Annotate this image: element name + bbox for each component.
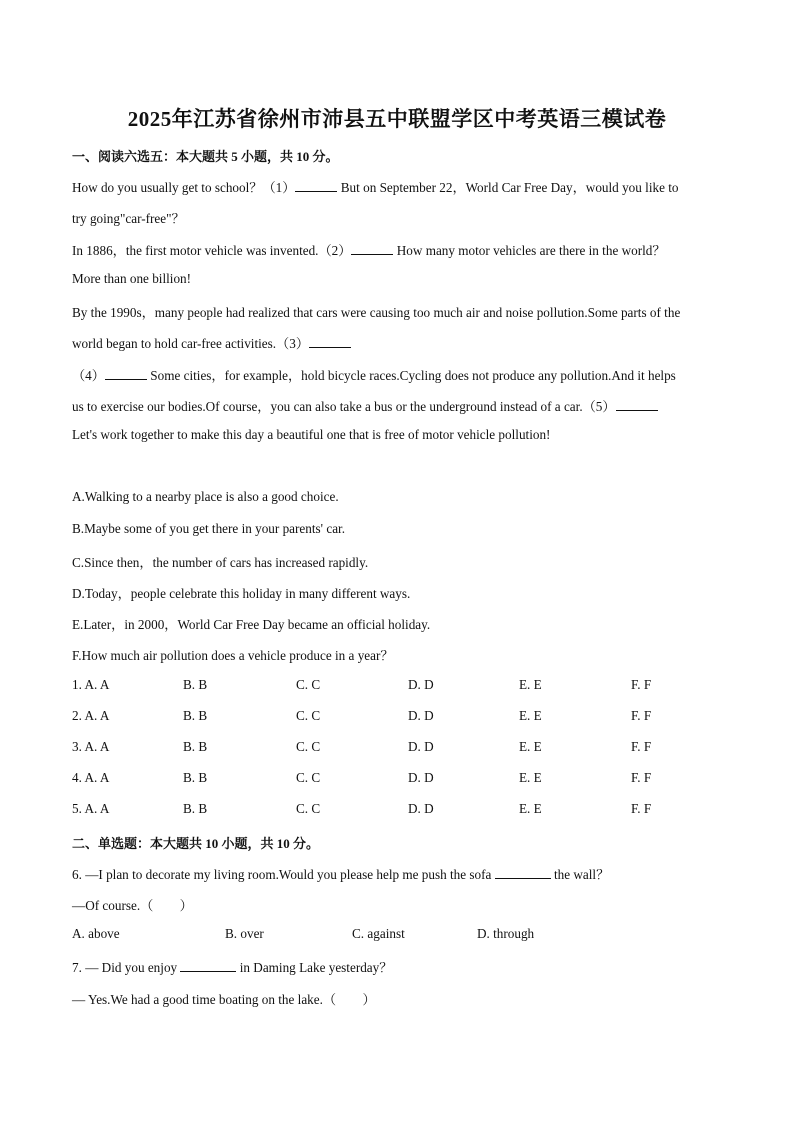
passage-line-9: Let's work together to make this day a beautiful one that is free of motor vehicle pollution!: [72, 427, 551, 442]
blank-5: [616, 409, 658, 411]
passage-line-5: By the 1990s，many people had realized that cars were causing too much air and noise pollution.Some parts of the: [72, 305, 681, 320]
answer-choice[interactable]: F. F: [631, 739, 652, 754]
blank-4: [105, 378, 147, 380]
answer-choice[interactable]: 5. A. A: [72, 801, 110, 816]
answer-choice[interactable]: E. E: [519, 708, 542, 723]
option-a: A.Walking to a nearby place is also a good choice.: [72, 489, 339, 504]
section-2-heading: 二、单选题：本大题共 10 小题，共 10 分。: [72, 836, 320, 851]
answer-choice[interactable]: F. F: [631, 708, 652, 723]
passage-line-8: us to exercise our bodies.Of course，you can also take a bus or the underground instead of a car.（5）: [72, 396, 732, 415]
page-title: 2025年江苏省徐州市沛县五中联盟学区中考英语三模试卷: [127, 107, 667, 131]
answer-choice[interactable]: 1. A. A: [72, 677, 110, 692]
question-7-reply: — Yes.We had a good time boating on the lake.（ ）: [72, 992, 376, 1007]
section-1-heading: 一、阅读六选五：本大题共 5 小题，共 10 分。: [72, 149, 339, 164]
answer-choice[interactable]: C. C: [296, 677, 321, 692]
question-6-stem: 6. —I plan to decorate my living room.Would you please help me push the sofa the wall？: [72, 867, 610, 882]
answer-choice[interactable]: E. E: [519, 801, 542, 816]
answer-choice[interactable]: C. C: [296, 801, 321, 816]
question-6-reply: —Of course.（ ）: [72, 898, 193, 913]
choice-d[interactable]: D. through: [477, 926, 535, 941]
blank-2: [351, 253, 393, 255]
answer-choice[interactable]: F. F: [631, 677, 652, 692]
passage-line-4: More than one billion!: [72, 271, 192, 286]
answer-choice[interactable]: D. D: [408, 801, 434, 816]
answer-choice[interactable]: E. E: [519, 739, 542, 754]
answer-choice[interactable]: C. C: [296, 739, 321, 754]
option-e: E.Later，in 2000，World Car Free Day became an official holiday.: [72, 617, 431, 632]
blank-3: [309, 346, 351, 348]
option-c: C.Since then，the number of cars has increased rapidly.: [72, 555, 369, 570]
answer-choice[interactable]: B. B: [183, 677, 208, 692]
option-d: D.Today，people celebrate this holiday in many different ways.: [72, 586, 411, 601]
blank-q7: [180, 970, 236, 972]
option-f: F.How much air pollution does a vehicle produce in a year？: [72, 648, 394, 663]
answer-choice[interactable]: D. D: [408, 708, 434, 723]
answer-choice[interactable]: E. E: [519, 770, 542, 785]
choice-b[interactable]: B. over: [225, 926, 264, 941]
answer-choice[interactable]: B. B: [183, 801, 208, 816]
answer-choice[interactable]: D. D: [408, 739, 434, 754]
answer-choice[interactable]: B. B: [183, 739, 208, 754]
answer-choice[interactable]: F. F: [631, 801, 652, 816]
answer-choice[interactable]: D. D: [408, 770, 434, 785]
passage-line-3: In 1886，the first motor vehicle was invented.（2） How many motor vehicles are there in the world？: [72, 243, 666, 258]
passage-line-7: （4） Some cities，for example，hold bicycle races.Cycling does not produce any pollution.And it helps: [72, 368, 676, 383]
option-b: B.Maybe some of you get there in your parents' car.: [72, 521, 346, 536]
answer-choice[interactable]: 4. A. A: [72, 770, 110, 785]
answer-choice[interactable]: E. E: [519, 677, 542, 692]
answer-choice[interactable]: 3. A. A: [72, 739, 110, 754]
answer-choice[interactable]: D. D: [408, 677, 434, 692]
passage-line-1: How do you usually get to school？（1） But on September 22，World Car Free Day，would you like to: [72, 180, 679, 195]
question-7-stem: 7. — Did you enjoy in Daming Lake yesterday？: [72, 960, 393, 975]
answer-choice[interactable]: B. B: [183, 770, 208, 785]
passage-line-2: try going"car-free"？: [72, 211, 185, 226]
answer-choice[interactable]: 2. A. A: [72, 708, 110, 723]
answer-choice[interactable]: C. C: [296, 770, 321, 785]
blank-q6: [495, 877, 551, 879]
choice-a[interactable]: A. above: [72, 926, 120, 941]
answer-choice[interactable]: C. C: [296, 708, 321, 723]
passage-line-6: world began to hold car-free activities.（3）: [72, 333, 732, 352]
answer-choice[interactable]: F. F: [631, 770, 652, 785]
answer-choice[interactable]: B. B: [183, 708, 208, 723]
blank-1: [295, 190, 337, 192]
choice-c[interactable]: C. against: [352, 926, 405, 941]
